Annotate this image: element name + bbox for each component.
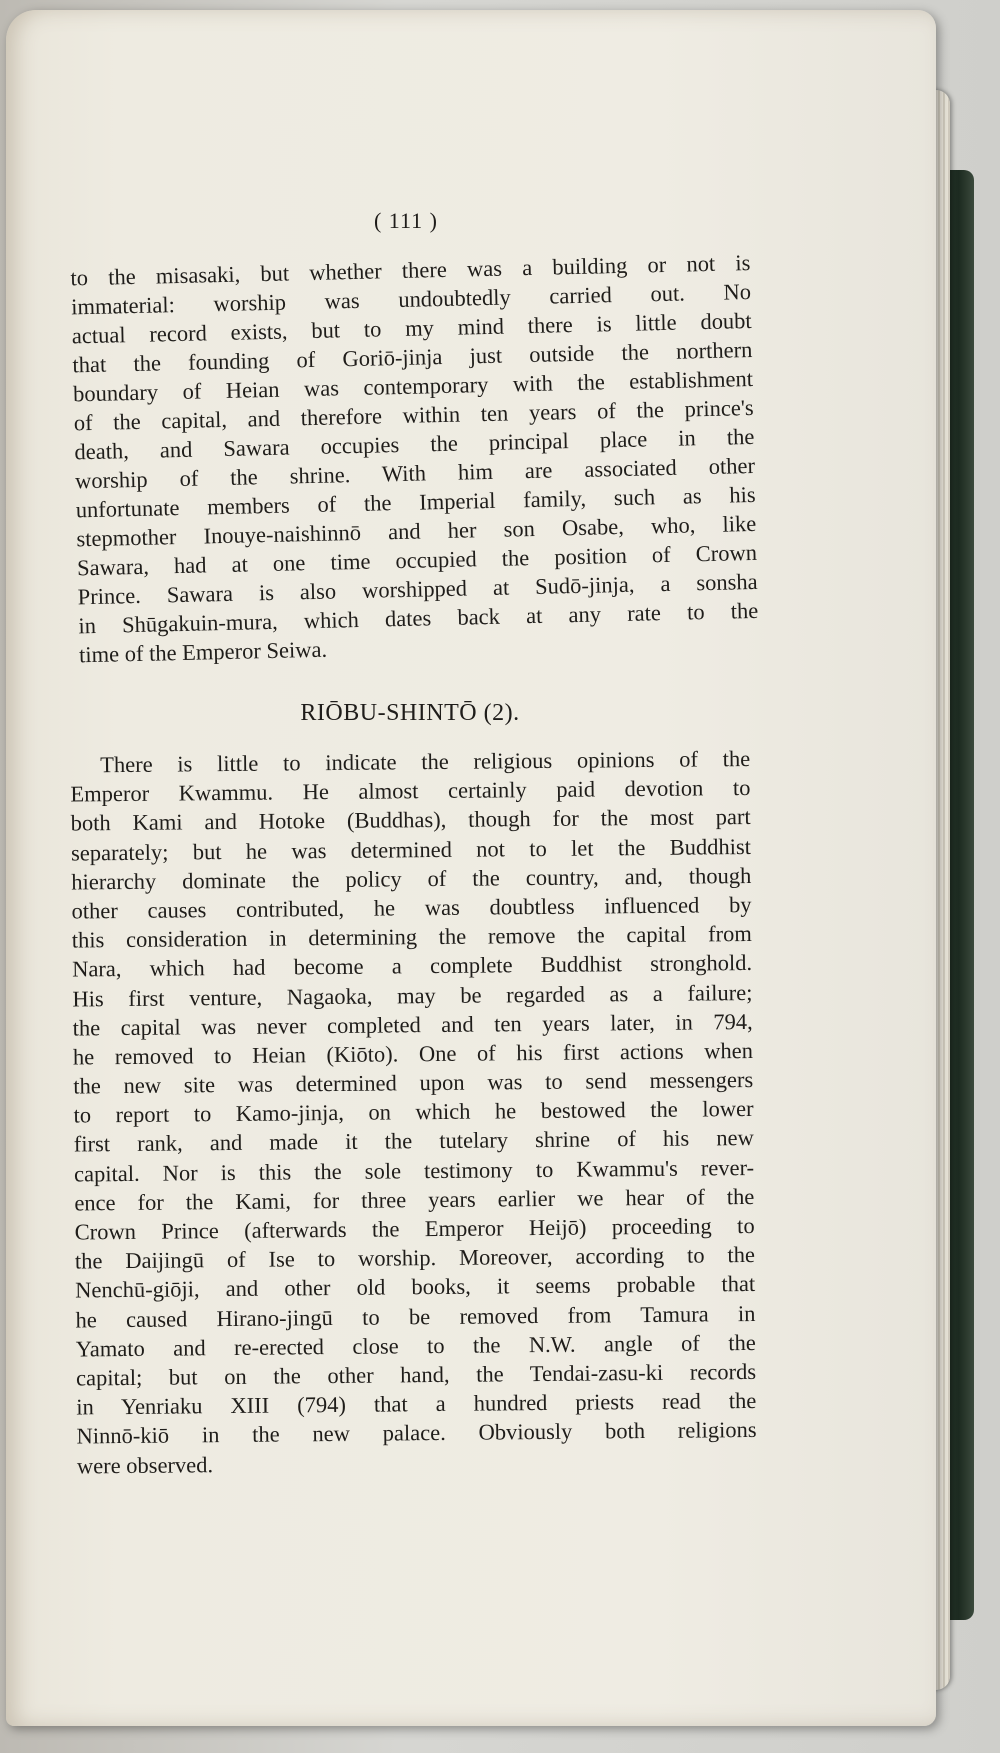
text-line: Yamato and re-erected close to the N.W. angle of the	[75, 1329, 756, 1362]
text-line: first rank, and made it the tutelary shrine of his new	[73, 1125, 754, 1157]
text-line: in Yenriaku XIII (794) that a hundred priests read the	[76, 1388, 757, 1420]
text-line: both Kami and Hotoke (Buddhas), though for the most part	[70, 804, 751, 836]
text-line: Nenchū-giōji, and other old books, it seems probable that	[75, 1271, 756, 1303]
text-line: this consideration in determining the remove the capital from	[71, 921, 752, 953]
text-line: Crown Prince (afterwards the Emperor Heijō) proceeding to	[74, 1212, 755, 1245]
text-line: There is little to indicate the religious opinions of the	[100, 745, 751, 778]
text-line: Nara, which had become a complete Buddhist stronghold.	[72, 950, 753, 982]
text-line: separately; but he was determined not to let the Buddhist	[70, 833, 752, 866]
text-line: to the misasaki, but whether there was a building or not is	[70, 249, 751, 291]
text-line: boundary of Heian was contemporary with the establishment	[72, 365, 754, 407]
text-line: the Daijingū of Ise to worship. Moreover, according to the	[74, 1242, 756, 1274]
text-line: actual record exists, but to my mind there is little doubt	[71, 307, 752, 349]
text-line: he removed to Heian (Kiōto). One of his first actions when	[72, 1037, 754, 1070]
text-line: stepmother Inouye-naishinnō and her son Osabe, who, like	[76, 510, 757, 552]
text-line: death, and Sawara occupies the principal place in the	[74, 423, 755, 465]
paragraph-2	[70, 744, 757, 1480]
text-line: time of the Emperor Seiwa.	[78, 636, 328, 668]
text-line: in Shūgakuin-mura, which dates back at any rate to the	[78, 597, 759, 639]
text-line: the capital was never completed and ten years later, in 794,	[72, 1008, 753, 1041]
text-line: Sawara, had at one time occupied the position of Crown	[76, 539, 758, 581]
text-line: to report to Kamo-jinja, on which he bestowed the lower	[73, 1096, 754, 1128]
paragraph-1	[70, 248, 759, 669]
text-line: he caused Hirano-jingū to be removed from Tamura in	[75, 1300, 756, 1333]
text-line: of the capital, and therefore within ten years of the prince's	[73, 394, 754, 436]
text-line: capital; but on the other hand, the Tendai-zasu-ki records	[75, 1358, 757, 1391]
text-line: Ninnō-kiō in the new palace. Obviously both religions	[76, 1417, 757, 1449]
text-line: unfortunate members of the Imperial family, such as his	[75, 481, 756, 523]
text-line: His first venture, Nagaoka, may be regarded as a failure;	[72, 979, 753, 1012]
text-line: other causes contributed, he was doubtless influenced by	[71, 891, 752, 924]
text-line: that the founding of Goriō-jinja just outside the northern	[72, 336, 753, 378]
text-line: ence for the Kami, for three years earlier we hear of the	[74, 1183, 755, 1216]
text-line: worship of the shrine. With him are associated other	[74, 452, 756, 494]
page-number: ( 111 )	[373, 208, 439, 233]
book-page	[6, 10, 936, 1726]
text-line: Prince. Sawara is also worshipped at Sudō-jinja, a sonsha	[77, 568, 758, 610]
text-line: the new site was determined upon was to send messengers	[73, 1067, 754, 1099]
text-line: hierarchy dominate the policy of the country, and, though	[71, 862, 752, 895]
text-line: capital. Nor is this the sole testimony to Kwammu's rever-	[73, 1154, 755, 1187]
text-line: Emperor Kwammu. He almost certainly paid devotion to	[70, 775, 751, 807]
text-line: were observed.	[76, 1451, 214, 1478]
text-line: immaterial: worship was undoubtedly carried out. No	[70, 278, 752, 320]
section-heading: RIŌBU-SHINTŌ (2).	[300, 700, 520, 726]
